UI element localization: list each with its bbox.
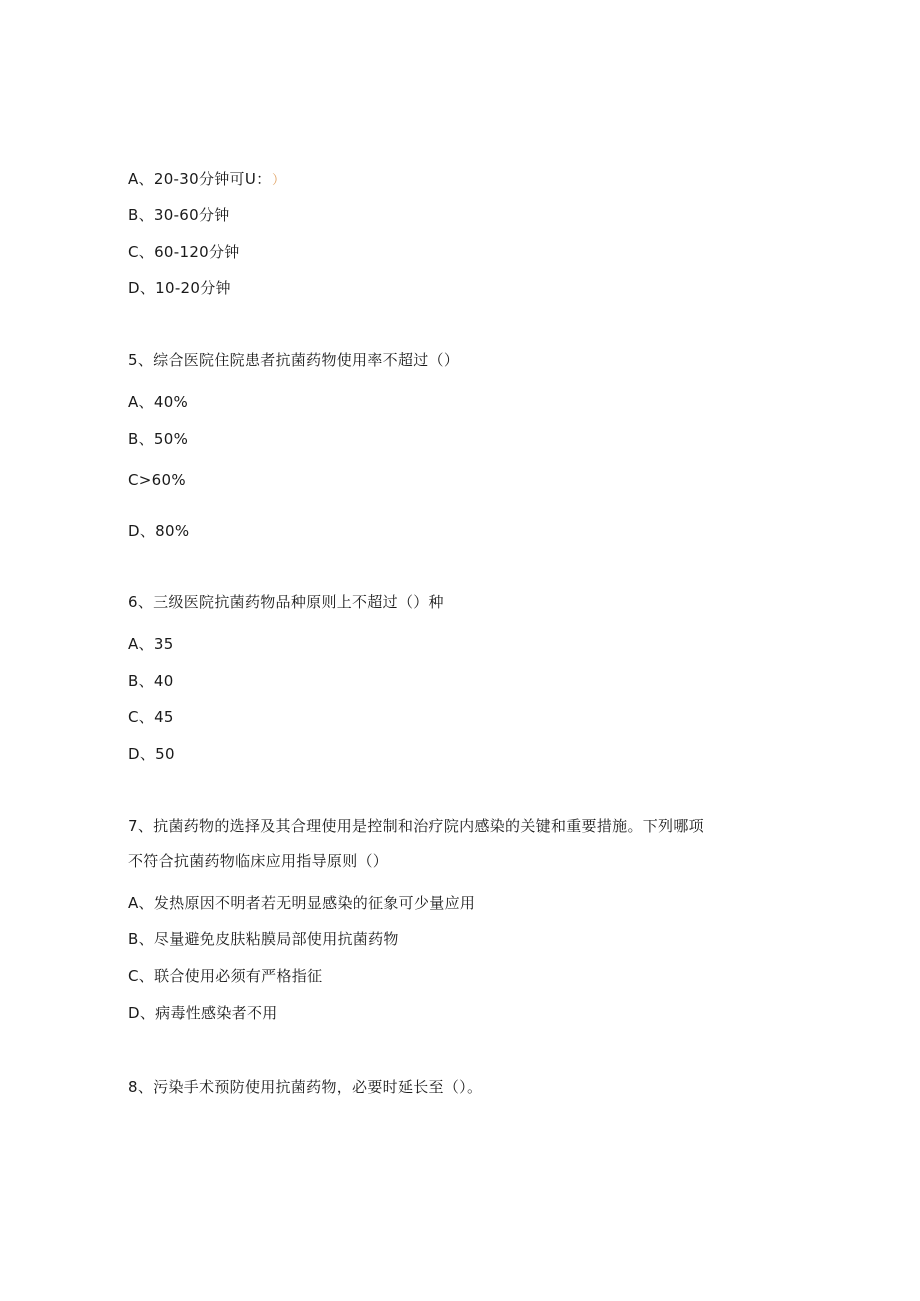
q7-option-a: A、发热原因不明者若无明显感染的征象可少量应用 — [128, 894, 476, 912]
q7-option-b: B、尽量避免皮肤粘膜局部使用抗菌药物 — [128, 930, 399, 948]
q8-question: 8、污染手术预防使用抗菌药物，必要时延长至（）。 — [128, 1078, 483, 1096]
q6-question: 6、三级医院抗菌药物品种原则上不超过（）种 — [128, 593, 444, 611]
q4-option-b: B、30-60分钟 — [128, 206, 230, 224]
q5-option-a: A、40% — [128, 393, 189, 411]
q5-option-c: C>60% — [128, 471, 186, 489]
q6-option-b: B、40 — [128, 672, 174, 690]
q6-option-a: A、35 — [128, 635, 174, 653]
q4-option-c: C、60-120分钟 — [128, 243, 240, 261]
q6-option-d: D、50 — [128, 745, 175, 763]
q7-option-d: D、病毒性感染者不用 — [128, 1004, 278, 1022]
q5-option-b: B、50% — [128, 430, 189, 448]
q4-option-a — [128, 169, 285, 191]
q5-option-d: D、80% — [128, 522, 190, 540]
q7-question-line1: 7、抗菌药物的选择及其合理使用是控制和治疗院内感染的关键和重要措施。下列哪项 — [128, 817, 704, 835]
q6-option-c: C、45 — [128, 708, 174, 726]
q4-option-a-text: A、20-30分钟可U： — [128, 170, 264, 188]
q5-question: 5、综合医院住院患者抗菌药物使用率不超过（） — [128, 351, 460, 369]
q7-option-c: C、联合使用必须有严格指征 — [128, 967, 323, 985]
q7-question-line2: 不符合抗菌药物临床应用指导原则（） — [128, 852, 389, 870]
q4-option-d: D、10-20分钟 — [128, 279, 231, 297]
scan-artifact-mark: ） — [271, 173, 286, 188]
